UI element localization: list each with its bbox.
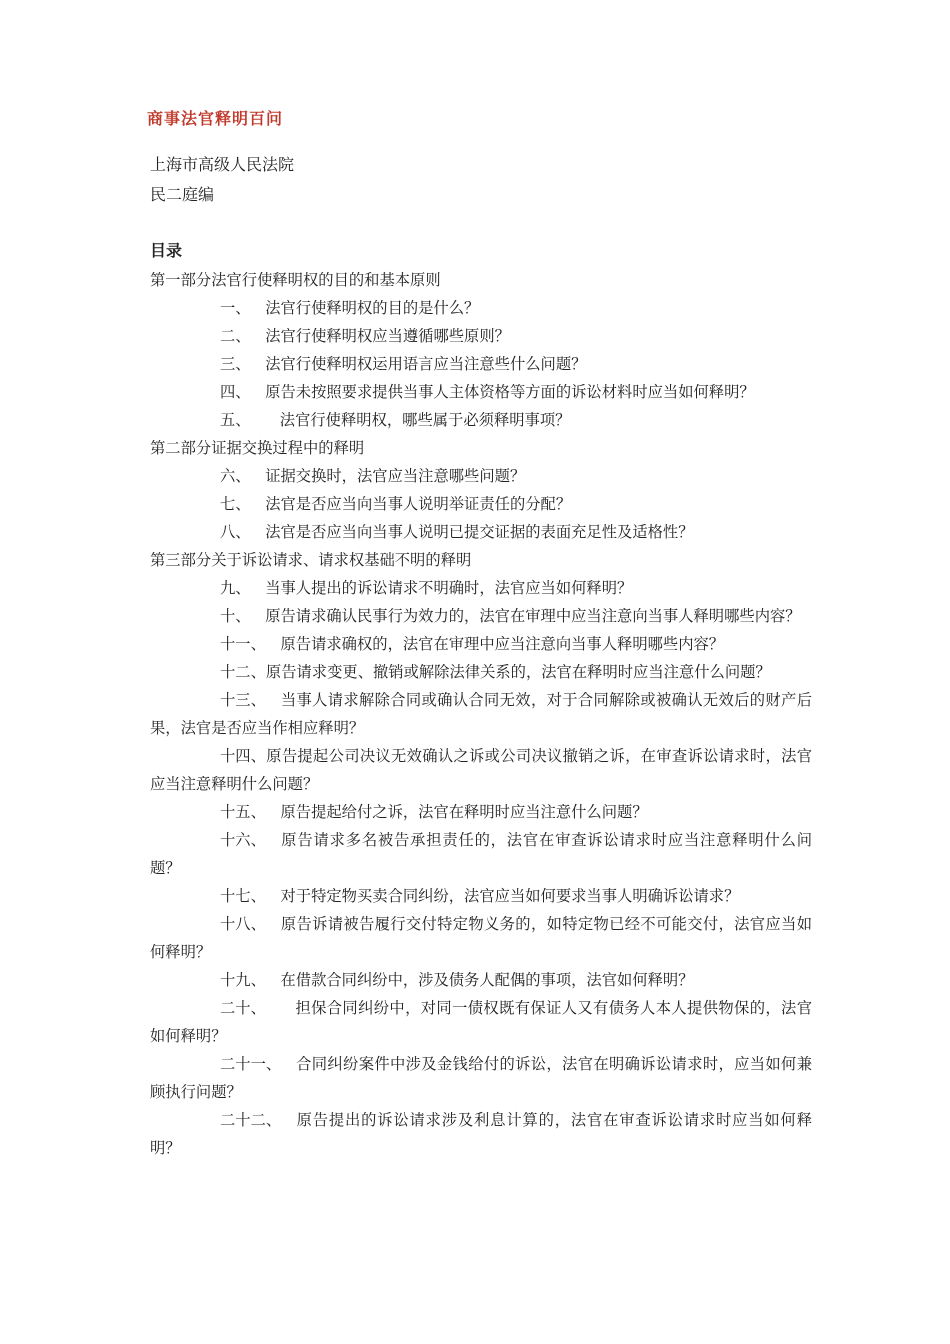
toc-item-text: 法官行使释明权运用语言应当注意些什么问题？ [265,355,587,373]
toc-item [150,462,812,490]
department-name: 民二庭编 [150,185,215,204]
toc-item-text: 原告请求确权的，法官在审理中应当注意向当事人释明哪些内容？ [280,635,725,653]
toc-item-number: 十八、 [220,915,281,933]
toc-item-text: 担保合同纠纷中，对同一债权既有保证人又有债务人本人提供物保的，法官如何释明？ [150,999,812,1045]
toc-item-text: 原告请求多名被告承担责任的，法官在审查诉讼请求时应当注意释明什么问题？ [150,831,812,877]
toc-item-text: 法官行使释明权，哪些属于必须释明事项？ [279,411,571,429]
toc-part-2: 第二部分证据交换过程中的释明 [150,439,365,457]
toc-item-text: 原告诉请被告履行交付特定物义务的，如特定物已经不可能交付，法官应当如何释明？ [150,915,812,961]
toc-item [150,826,812,882]
toc-item [150,1050,812,1106]
toc-item [150,686,812,742]
toc-item-number: 十七、 [220,887,281,905]
toc-item [150,350,812,378]
toc-item [150,574,812,602]
toc-item-number: 二十一、 [220,1055,296,1073]
toc-item-text: 原告提起公司决议无效确认之诉或公司决议撤销之诉，在审查诉讼请求时，法官应当注意释明什么问题？ [150,747,812,793]
toc-item-text: 当事人请求解除合同或确认合同无效，对于合同解除或被确认无效后的财产后果，法官是否应当作相应释明？ [150,691,812,737]
toc-item [150,518,812,546]
toc-item [150,602,812,630]
toc-item-text: 证据交换时，法官应当注意哪些问题？ [265,467,526,485]
toc-item-number: 二、 [220,327,266,345]
toc-item-number: 十六、 [220,831,281,849]
toc-item-number: 十三、 [220,691,281,709]
toc-item [150,294,812,322]
toc-heading: 目录 [150,241,183,260]
table-of-contents [150,266,812,1162]
toc-item-text: 当事人提出的诉讼请求不明确时，法官应当如何释明？ [265,579,633,597]
toc-item [150,322,812,350]
toc-item [150,630,812,658]
toc-item-number: 一、 [220,299,266,317]
toc-item-number: 三、 [220,355,266,373]
toc-item-text: 原告提起给付之诉，法官在释明时应当注意什么问题？ [280,803,648,821]
toc-item-number: 十二、 [220,663,266,681]
toc-item [150,658,812,686]
toc-item-number: 十一、 [220,635,281,653]
toc-item-number: 十、 [220,607,266,625]
toc-item [150,882,812,910]
toc-item [150,910,812,966]
toc-item-number: 五、 [220,411,280,429]
toc-item-number: 六、 [220,467,266,485]
toc-item-text: 在借款合同纠纷中，涉及债务人配偶的事项，法官如何释明？ [280,971,694,989]
toc-item-text: 法官行使释明权应当遵循哪些原则？ [265,327,510,345]
toc-item-number: 九、 [220,579,266,597]
toc-item-number: 二十二、 [220,1111,296,1129]
toc-item-text: 原告请求变更、撤销或解除法律关系的，法官在释明时应当注意什么问题？ [265,663,771,681]
toc-item-text: 对于特定物买卖合同纠纷，法官应当如何要求当事人明确诉讼请求？ [280,887,740,905]
toc-item-text: 法官是否应当向当事人说明举证责任的分配？ [265,495,572,513]
toc-item-number: 八、 [220,523,266,541]
toc-item [150,742,812,798]
toc-item-number: 四、 [220,383,266,401]
toc-item [150,966,812,994]
toc-item [150,994,812,1050]
toc-part-1: 第一部分法官行使释明权的目的和基本原则 [150,271,441,289]
toc-item-text: 法官行使释明权的目的是什么？ [265,299,480,317]
toc-item-text: 原告提出的诉讼请求涉及利息计算的，法官在审查诉讼请求时应当如何释明？ [150,1111,812,1157]
toc-item-text: 原告未按照要求提供当事人主体资格等方面的诉讼材料时应当如何释明？ [265,383,755,401]
toc-item-number: 十五、 [220,803,281,821]
toc-item [150,406,812,434]
toc-item [150,798,812,826]
toc-item [150,378,812,406]
organization-name: 上海市高级人民法院 [150,155,295,174]
toc-part-3: 第三部分关于诉讼请求、请求权基础不明的释明 [150,551,472,569]
toc-item-number: 十九、 [220,971,281,989]
toc-item-number: 七、 [220,495,266,513]
toc-item-text: 法官是否应当向当事人说明已提交证据的表面充足性及适格性？ [265,523,694,541]
toc-item-number: 十四、 [220,747,266,765]
document-title: 商事法官释明百问 [147,109,284,128]
toc-item [150,490,812,518]
toc-item-text: 原告请求确认民事行为效力的，法官在审理中应当注意向当事人释明哪些内容？ [265,607,801,625]
toc-item-text: 合同纠纷案件中涉及金钱给付的诉讼，法官在明确诉讼请求时，应当如何兼顾执行问题？ [150,1055,812,1101]
toc-item-number: 二十、 [220,999,296,1017]
toc-item [150,1106,812,1162]
